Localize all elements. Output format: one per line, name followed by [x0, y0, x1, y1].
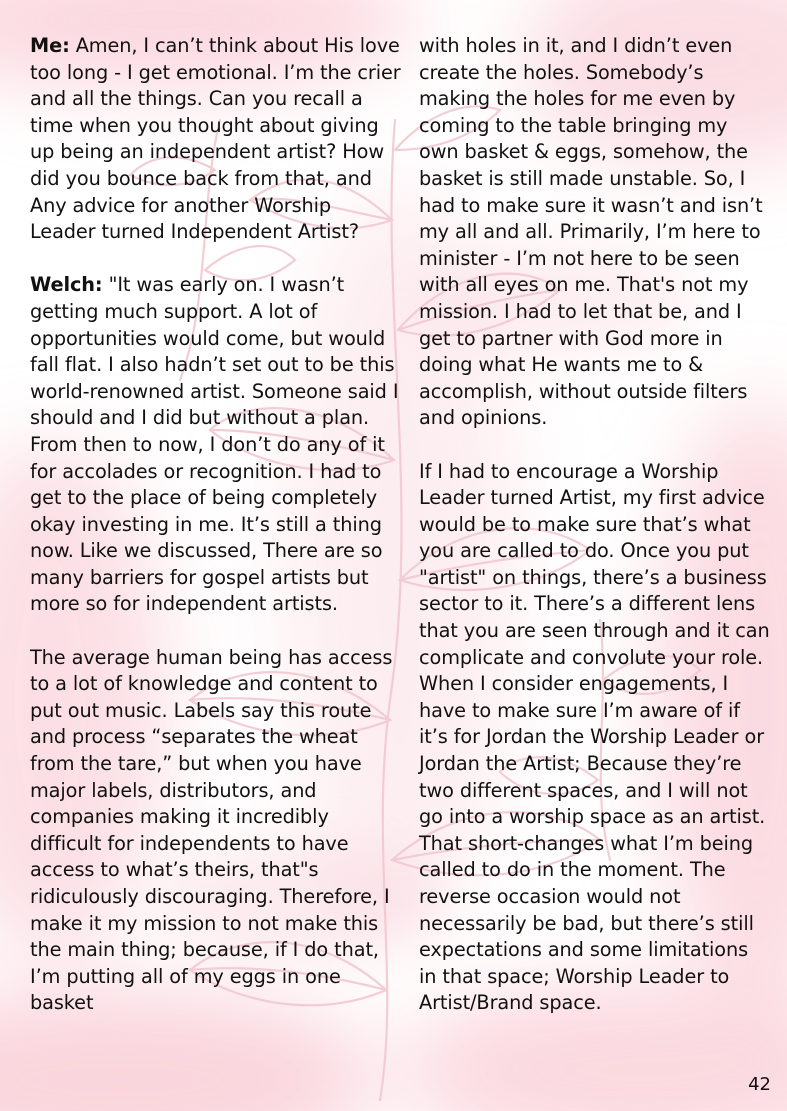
speaker-label: Me:	[30, 34, 70, 57]
answer-paragraph: If I had to encourage a Worship Leader turned Artist, my first advice would be to make sure that’s what you are called to do. Once you put "artist" on things, there’s a business sector to it. There’s a different lens that you are seen through and it can complicate and convolute your role. When I consider engagements, I have to make sure I’m aware of if it’s for Jordan the Worship Leader or Jordan the Artist; Because they’re two different spaces, and I will not go into a worship space as an artist. That short-changes what I’m being called to do in the moment. The reverse occasion would not necessarily be bad, but there’s still expectations and some limitations in that space; Worship Leader to Artist/Brand space.	[419, 459, 770, 1015]
right-column	[419, 33, 771, 1017]
answer-paragraph: with holes in it, and I didn’t even create the holes. Somebody’s making the holes for me even by coming to the table bringing my own basket & eggs, somehow, the basket is still made unstable. So, I had to make sure it wasn’t and isn’t my all and all. Primarily, I’m here to minister - I’m not here to be seen with all eyes on me. That's not my mission. I had to let that be, and I get to partner with God more in doing what He wants me to & accomplish, without outside filters and opinions.	[419, 34, 763, 430]
page-number: 42	[748, 1074, 771, 1095]
answer-paragraph: The average human being has access to a lot of knowledge and content to put out music. Labels say this route and process “separates the wheat from the tare,” but when you have major labels, distributors, and companies making it incredibly difficult for independents to have access to what’s theirs, that"s ridiculously discouraging. Therefore, I make it my mission to not make this the main thing; because, if I do that, I’m putting all of my eggs in one basket	[30, 645, 393, 1015]
interview-answer	[30, 272, 402, 618]
speaker-label: Welch:	[30, 273, 103, 297]
question-text: Amen, I can’t think about His love too long - I get emotional. I’m the crier and all the things. Can you recall a time when you thought about giving up being an independent artist? How did you bounce back from that, and Any advice for another Worship Leader turned Independent Artist?	[30, 34, 401, 244]
answer-text: "It was early on. I wasn’t getting much support. A lot of opportunities would come, but would fall flat. I also hadn’t set out to be this world-renowned artist. Someone said I should and I did but without a plan. From then to now, I don’t do any of it for accolades or recognition. I had to get to the place of being completely okay investing in me. It’s still a thing now. Like we discussed, There are so many barriers for gospel artists but more so for independent artists.	[30, 273, 399, 616]
left-column	[30, 33, 402, 1017]
interview-question	[30, 33, 402, 246]
